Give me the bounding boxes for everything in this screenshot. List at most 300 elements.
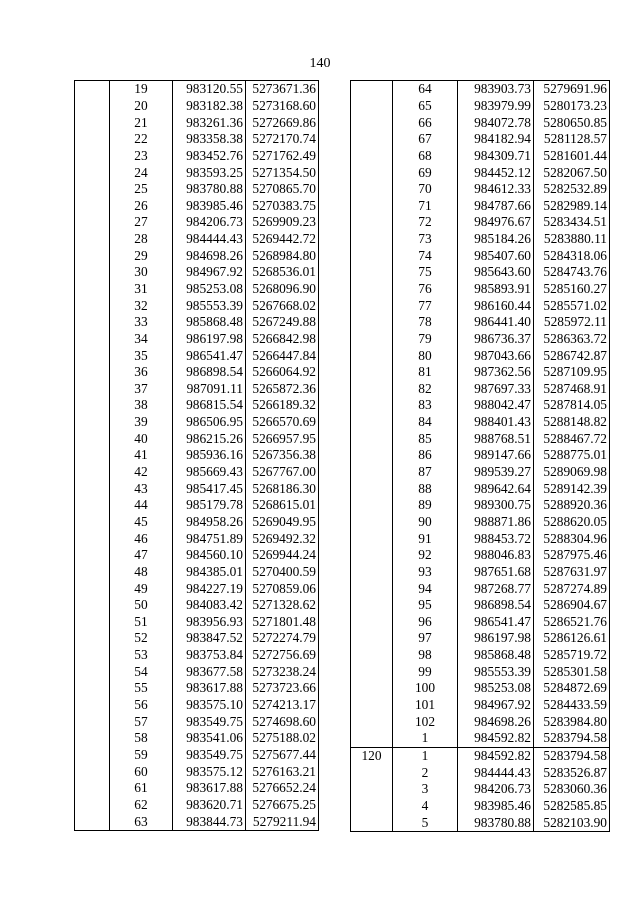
y-coordinate-cell: 5271328.62 <box>246 597 319 614</box>
section-cell <box>75 647 110 664</box>
section-cell <box>75 630 110 647</box>
table-row <box>351 464 610 481</box>
x-coordinate-cell: 984592.82 <box>458 747 534 764</box>
table-row <box>351 447 610 464</box>
table-row <box>75 247 319 264</box>
point-number-cell: 4 <box>421 797 429 813</box>
y-coordinate-cell: 5275188.02 <box>246 730 319 747</box>
x-coordinate-cell: 983182.38 <box>173 98 246 115</box>
y-coordinate-cell: 5283794.58 <box>534 747 610 764</box>
point-number-cell: 100 <box>414 680 436 696</box>
point-number-cell: 98 <box>418 647 432 663</box>
x-coordinate-cell: 983847.52 <box>173 630 246 647</box>
table-row <box>75 381 319 398</box>
section-cell <box>75 148 110 165</box>
point-number-cell: 89 <box>418 497 432 513</box>
section-cell <box>75 264 110 281</box>
x-coordinate-cell: 985417.45 <box>173 480 246 497</box>
table-row <box>351 764 610 781</box>
table-row <box>351 114 610 131</box>
point-number-cell: 60 <box>134 763 148 779</box>
table-row <box>351 747 610 764</box>
section-cell <box>351 297 393 314</box>
y-coordinate-cell: 5269442.72 <box>246 231 319 248</box>
x-coordinate-cell: 986441.40 <box>458 314 534 331</box>
point-number-cell: 83 <box>418 397 432 413</box>
table-row <box>351 131 610 148</box>
y-coordinate-cell: 5287468.91 <box>534 381 610 398</box>
table-row <box>75 763 319 780</box>
x-coordinate-cell: 984452.12 <box>458 164 534 181</box>
point-number-cell: 43 <box>134 480 148 496</box>
x-coordinate-cell: 988453.72 <box>458 530 534 547</box>
y-coordinate-cell: 5271801.48 <box>246 614 319 631</box>
table-row <box>75 530 319 547</box>
section-cell <box>75 497 110 514</box>
section-cell <box>75 297 110 314</box>
section-cell <box>351 281 393 298</box>
x-coordinate-cell: 984592.82 <box>458 730 534 747</box>
table-row <box>351 781 610 798</box>
section-cell <box>75 730 110 747</box>
x-coordinate-cell: 987362.56 <box>458 364 534 381</box>
section-cell <box>75 464 110 481</box>
y-coordinate-cell: 5283984.80 <box>534 713 610 730</box>
section-cell <box>351 564 393 581</box>
x-coordinate-cell: 984182.94 <box>458 131 534 148</box>
point-number-cell: 82 <box>418 380 432 396</box>
table-row <box>351 480 610 497</box>
y-coordinate-cell: 5272170.74 <box>246 131 319 148</box>
table-row <box>351 697 610 714</box>
y-coordinate-cell: 5276675.25 <box>246 797 319 814</box>
y-coordinate-cell: 5282585.85 <box>534 798 610 815</box>
table-row <box>75 447 319 464</box>
point-number-cell: 84 <box>418 414 432 430</box>
section-cell <box>75 663 110 680</box>
section-cell <box>75 98 110 115</box>
section-cell <box>351 798 393 815</box>
point-number-cell: 68 <box>418 147 432 163</box>
section-cell <box>75 281 110 298</box>
section-cell <box>75 580 110 597</box>
y-coordinate-cell: 5288304.96 <box>534 530 610 547</box>
y-coordinate-cell: 5287109.95 <box>534 364 610 381</box>
table-row <box>351 164 610 181</box>
table-row <box>351 331 610 348</box>
section-cell <box>75 414 110 431</box>
section-cell <box>75 397 110 414</box>
x-coordinate-cell: 987091.11 <box>173 381 246 398</box>
x-coordinate-cell: 983753.84 <box>173 647 246 664</box>
y-coordinate-cell: 5270865.70 <box>246 181 319 198</box>
point-number-cell: 3 <box>421 781 429 797</box>
table-row <box>75 197 319 214</box>
y-coordinate-cell: 5284433.59 <box>534 697 610 714</box>
table-row <box>75 747 319 764</box>
point-number-cell: 72 <box>418 214 432 230</box>
x-coordinate-cell: 985669.43 <box>173 464 246 481</box>
point-number-cell: 25 <box>134 181 148 197</box>
section-cell <box>351 764 393 781</box>
y-coordinate-cell: 5287814.05 <box>534 397 610 414</box>
point-number-cell: 21 <box>134 114 148 130</box>
x-coordinate-cell: 985893.91 <box>458 281 534 298</box>
x-coordinate-cell: 986215.26 <box>173 430 246 447</box>
table-row <box>75 480 319 497</box>
section-cell <box>351 131 393 148</box>
point-number-cell: 42 <box>134 464 148 480</box>
section-cell <box>75 314 110 331</box>
table-row <box>351 647 610 664</box>
y-coordinate-cell: 5288920.36 <box>534 497 610 514</box>
y-coordinate-cell: 5271762.49 <box>246 148 319 165</box>
point-number-cell: 71 <box>418 197 432 213</box>
x-coordinate-cell: 988768.51 <box>458 430 534 447</box>
point-number-cell: 97 <box>418 630 432 646</box>
point-number-cell: 28 <box>134 231 148 247</box>
section-cell <box>351 214 393 231</box>
x-coordinate-cell: 984083.42 <box>173 597 246 614</box>
section-cell <box>351 630 393 647</box>
point-number-cell: 101 <box>414 697 436 713</box>
table-row <box>351 414 610 431</box>
table-row <box>351 713 610 730</box>
table-row <box>75 264 319 281</box>
y-coordinate-cell: 5288467.72 <box>534 430 610 447</box>
y-coordinate-cell: 5282989.14 <box>534 197 610 214</box>
y-coordinate-cell: 5283060.36 <box>534 781 610 798</box>
point-number-cell: 53 <box>134 647 148 663</box>
point-number-cell: 52 <box>134 630 148 646</box>
point-number-cell: 65 <box>418 97 432 113</box>
point-number-cell: 19 <box>134 81 148 97</box>
point-number-cell: 54 <box>134 663 148 679</box>
coordinate-table-left <box>74 80 319 831</box>
point-number-cell: 85 <box>418 430 432 446</box>
x-coordinate-cell: 984698.26 <box>458 713 534 730</box>
y-coordinate-cell: 5267356.38 <box>246 447 319 464</box>
section-cell: 120 <box>351 747 393 764</box>
point-number-cell: 27 <box>134 214 148 230</box>
x-coordinate-cell: 985936.16 <box>173 447 246 464</box>
table-row <box>75 148 319 165</box>
x-coordinate-cell: 983261.36 <box>173 114 246 131</box>
point-number-cell: 79 <box>418 330 432 346</box>
section-cell <box>75 530 110 547</box>
table-row <box>75 164 319 181</box>
section-cell <box>75 813 110 830</box>
section-cell <box>75 547 110 564</box>
y-coordinate-cell: 5281128.57 <box>534 131 610 148</box>
section-cell <box>75 181 110 198</box>
y-coordinate-cell: 5268984.80 <box>246 247 319 264</box>
x-coordinate-cell: 984227.19 <box>173 580 246 597</box>
x-coordinate-cell: 985868.48 <box>458 647 534 664</box>
y-coordinate-cell: 5266957.95 <box>246 430 319 447</box>
table-row <box>75 564 319 581</box>
y-coordinate-cell: 5270383.75 <box>246 197 319 214</box>
point-number-cell: 22 <box>134 131 148 147</box>
x-coordinate-cell: 983903.73 <box>458 81 534 98</box>
y-coordinate-cell: 5282067.50 <box>534 164 610 181</box>
table-row <box>75 331 319 348</box>
point-number-cell: 75 <box>418 264 432 280</box>
x-coordinate-cell: 985868.48 <box>173 314 246 331</box>
x-coordinate-cell: 984072.78 <box>458 114 534 131</box>
x-coordinate-cell: 987043.66 <box>458 347 534 364</box>
table-row <box>75 297 319 314</box>
section-cell <box>75 747 110 764</box>
section-cell <box>351 98 393 115</box>
point-number-cell: 35 <box>134 347 148 363</box>
point-number-cell: 1 <box>421 730 429 746</box>
page-number: 140 <box>309 56 331 71</box>
point-number-cell: 30 <box>134 264 148 280</box>
x-coordinate-cell: 983358.38 <box>173 131 246 148</box>
y-coordinate-cell: 5285301.58 <box>534 663 610 680</box>
section-cell <box>75 697 110 714</box>
section-cell <box>351 647 393 664</box>
x-coordinate-cell: 983541.06 <box>173 730 246 747</box>
point-number-cell: 32 <box>134 297 148 313</box>
table-row <box>75 497 319 514</box>
section-cell <box>75 480 110 497</box>
x-coordinate-cell: 984206.73 <box>173 214 246 231</box>
y-coordinate-cell: 5272756.69 <box>246 647 319 664</box>
table-row <box>75 314 319 331</box>
table-row <box>351 530 610 547</box>
table-row <box>351 614 610 631</box>
x-coordinate-cell: 983979.99 <box>458 98 534 115</box>
table-row <box>351 297 610 314</box>
x-coordinate-cell: 984958.26 <box>173 514 246 531</box>
x-coordinate-cell: 983452.76 <box>173 148 246 165</box>
point-number-cell: 58 <box>134 730 148 746</box>
y-coordinate-cell: 5266842.98 <box>246 331 319 348</box>
y-coordinate-cell: 5282532.89 <box>534 181 610 198</box>
section-cell <box>351 381 393 398</box>
point-number-cell: 33 <box>134 314 148 330</box>
y-coordinate-cell: 5284743.76 <box>534 264 610 281</box>
table-row <box>75 181 319 198</box>
point-number-cell: 2 <box>421 764 429 780</box>
point-number-cell: 64 <box>418 81 432 97</box>
table-row <box>75 397 319 414</box>
section-cell <box>351 680 393 697</box>
x-coordinate-cell: 983844.73 <box>173 813 246 830</box>
y-coordinate-cell: 5269492.32 <box>246 530 319 547</box>
point-number-cell: 74 <box>418 247 432 263</box>
x-coordinate-cell: 984967.92 <box>458 697 534 714</box>
section-cell <box>75 763 110 780</box>
y-coordinate-cell: 5270400.59 <box>246 564 319 581</box>
section-cell <box>75 514 110 531</box>
table-row <box>75 81 319 98</box>
point-number-cell: 45 <box>134 513 148 529</box>
section-cell <box>75 364 110 381</box>
section-cell <box>351 148 393 165</box>
section-cell <box>75 197 110 214</box>
x-coordinate-cell: 984751.89 <box>173 530 246 547</box>
table-row <box>75 547 319 564</box>
section-cell <box>75 780 110 797</box>
y-coordinate-cell: 5276163.21 <box>246 763 319 780</box>
y-coordinate-cell: 5280650.85 <box>534 114 610 131</box>
section-cell <box>75 381 110 398</box>
x-coordinate-cell: 983549.75 <box>173 747 246 764</box>
point-number-cell: 20 <box>134 97 148 113</box>
point-number-cell: 78 <box>418 314 432 330</box>
table-row <box>351 281 610 298</box>
y-coordinate-cell: 5289142.39 <box>534 480 610 497</box>
x-coordinate-cell: 985184.26 <box>458 231 534 248</box>
point-number-cell: 29 <box>134 247 148 263</box>
table-row <box>351 247 610 264</box>
point-number-cell: 102 <box>414 713 436 729</box>
x-coordinate-cell: 984967.92 <box>173 264 246 281</box>
x-coordinate-cell: 984444.43 <box>458 764 534 781</box>
point-number-cell: 40 <box>134 430 148 446</box>
x-coordinate-cell: 983575.10 <box>173 697 246 714</box>
table-row <box>351 98 610 115</box>
point-number-cell: 36 <box>134 364 148 380</box>
x-coordinate-cell: 985643.60 <box>458 264 534 281</box>
section-cell <box>351 580 393 597</box>
table-row <box>75 597 319 614</box>
x-coordinate-cell: 983677.58 <box>173 663 246 680</box>
y-coordinate-cell: 5285972.11 <box>534 314 610 331</box>
x-coordinate-cell: 989539.27 <box>458 464 534 481</box>
x-coordinate-cell: 986541.47 <box>458 614 534 631</box>
x-coordinate-cell: 984560.10 <box>173 547 246 564</box>
point-number-cell: 50 <box>134 597 148 613</box>
x-coordinate-cell: 983985.46 <box>173 197 246 214</box>
point-number-cell: 93 <box>418 563 432 579</box>
y-coordinate-cell: 5288620.05 <box>534 514 610 531</box>
y-coordinate-cell: 5268186.30 <box>246 480 319 497</box>
x-coordinate-cell: 986898.54 <box>458 597 534 614</box>
section-cell <box>351 663 393 680</box>
y-coordinate-cell: 5286363.72 <box>534 331 610 348</box>
x-coordinate-cell: 985407.60 <box>458 247 534 264</box>
section-cell <box>351 414 393 431</box>
section-cell <box>351 781 393 798</box>
point-number-cell: 34 <box>134 330 148 346</box>
x-coordinate-cell: 986736.37 <box>458 331 534 348</box>
point-number-cell: 63 <box>134 813 148 829</box>
point-number-cell: 57 <box>134 713 148 729</box>
x-coordinate-cell: 988871.86 <box>458 514 534 531</box>
y-coordinate-cell: 5288148.82 <box>534 414 610 431</box>
point-number-cell: 87 <box>418 464 432 480</box>
x-coordinate-cell: 984698.26 <box>173 247 246 264</box>
section-cell <box>351 81 393 98</box>
point-number-cell: 70 <box>418 181 432 197</box>
section-cell <box>75 347 110 364</box>
point-number-cell: 51 <box>134 613 148 629</box>
coordinate-table-right <box>350 80 610 832</box>
x-coordinate-cell: 989147.66 <box>458 447 534 464</box>
section-cell <box>351 730 393 747</box>
point-number-cell: 46 <box>134 530 148 546</box>
section-cell <box>351 597 393 614</box>
y-coordinate-cell: 5282103.90 <box>534 814 610 831</box>
x-coordinate-cell: 986160.44 <box>458 297 534 314</box>
x-coordinate-cell: 983985.46 <box>458 798 534 815</box>
table-row <box>75 214 319 231</box>
y-coordinate-cell: 5267249.88 <box>246 314 319 331</box>
y-coordinate-cell: 5283880.11 <box>534 231 610 248</box>
table-row <box>75 680 319 697</box>
section-cell <box>351 430 393 447</box>
section-cell <box>75 597 110 614</box>
section-cell <box>75 331 110 348</box>
table-row <box>351 197 610 214</box>
table-row <box>75 464 319 481</box>
point-number-cell: 47 <box>134 547 148 563</box>
x-coordinate-cell: 985179.78 <box>173 497 246 514</box>
y-coordinate-cell: 5287631.97 <box>534 564 610 581</box>
point-number-cell: 56 <box>134 697 148 713</box>
table-row <box>351 81 610 98</box>
x-coordinate-cell: 983120.55 <box>173 81 246 98</box>
x-coordinate-cell: 989300.75 <box>458 497 534 514</box>
point-number-cell: 95 <box>418 597 432 613</box>
x-coordinate-cell: 985253.08 <box>173 281 246 298</box>
section-cell <box>351 497 393 514</box>
y-coordinate-cell: 5273168.60 <box>246 98 319 115</box>
x-coordinate-cell: 986197.98 <box>458 630 534 647</box>
x-coordinate-cell: 984206.73 <box>458 781 534 798</box>
section-cell <box>75 430 110 447</box>
x-coordinate-cell: 988042.47 <box>458 397 534 414</box>
section-cell <box>75 131 110 148</box>
point-number-cell: 76 <box>418 281 432 296</box>
point-number-cell: 37 <box>134 380 148 396</box>
y-coordinate-cell: 5266570.69 <box>246 414 319 431</box>
table-row <box>75 514 319 531</box>
y-coordinate-cell: 5276652.24 <box>246 780 319 797</box>
section-cell <box>351 247 393 264</box>
y-coordinate-cell: 5285719.72 <box>534 647 610 664</box>
section-cell <box>75 231 110 248</box>
x-coordinate-cell: 983575.12 <box>173 763 246 780</box>
x-coordinate-cell: 983780.88 <box>173 181 246 198</box>
y-coordinate-cell: 5270859.06 <box>246 580 319 597</box>
x-coordinate-cell: 986506.95 <box>173 414 246 431</box>
section-cell <box>75 680 110 697</box>
x-coordinate-cell: 983620.71 <box>173 797 246 814</box>
section-cell <box>351 530 393 547</box>
point-number-cell: 38 <box>134 397 148 413</box>
section-cell <box>351 464 393 481</box>
table-row <box>351 798 610 815</box>
table-row <box>351 547 610 564</box>
section-cell <box>351 314 393 331</box>
table-row <box>351 148 610 165</box>
y-coordinate-cell: 5266447.84 <box>246 347 319 364</box>
x-coordinate-cell: 987651.68 <box>458 564 534 581</box>
y-coordinate-cell: 5269049.95 <box>246 514 319 531</box>
section-cell <box>75 713 110 730</box>
y-coordinate-cell: 5285160.27 <box>534 281 610 298</box>
point-number-cell: 31 <box>134 281 148 296</box>
point-number-cell: 49 <box>134 580 148 596</box>
x-coordinate-cell: 987268.77 <box>458 580 534 597</box>
section-cell <box>75 564 110 581</box>
point-number-cell: 61 <box>134 780 148 796</box>
